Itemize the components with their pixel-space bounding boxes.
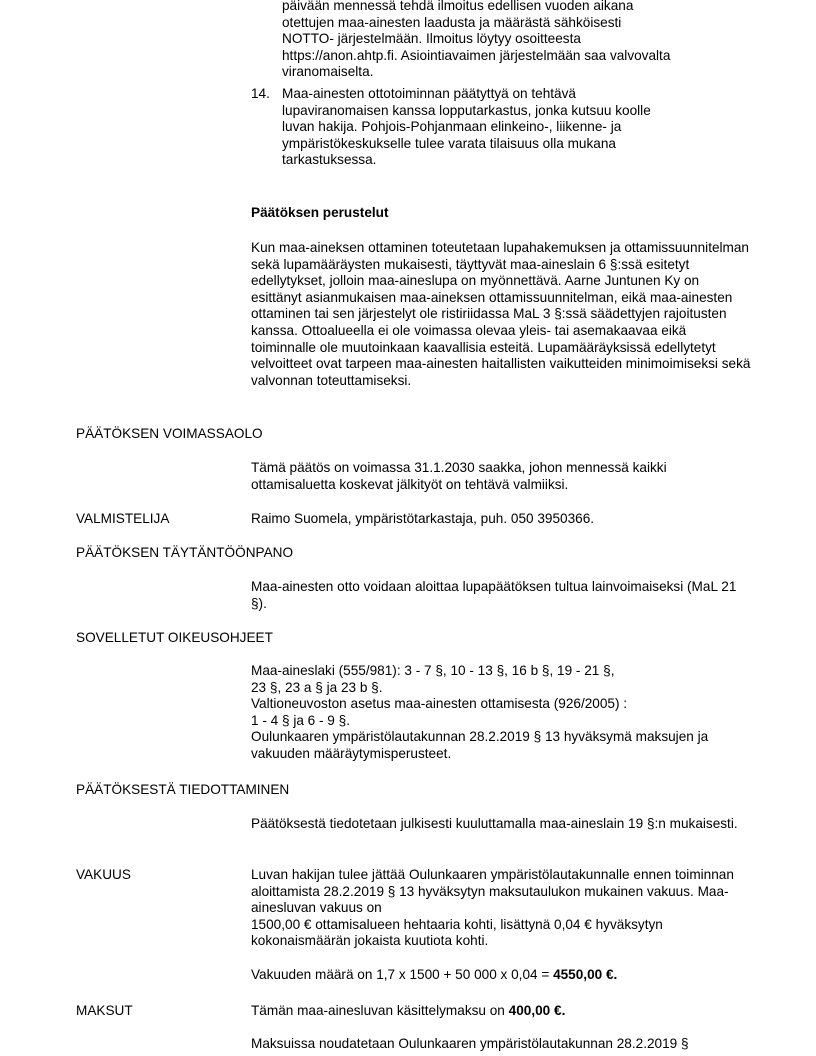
perustelut-text: Kun maa-aineksen ottaminen toteutetaan lupahakemuksen ja ottamissuunnitelman sekä lupamääräysten mukaisesti, täyttyvät maa-aineslain 6 §:ssä esitetyt edellytykset, jolloin maa-aineslupa on myönnettävä. Aarne Juntunen Ky on esittänyt asianmukaisen maa-aineksen ottamissuunnitelman, eikä maa-ainesten ottaminen tai sen järjestelyt ole ristiriidassa MaL 3 §:ssä säädettyjen rajoitusten kanssa. Ottoalueella ei ole voimassa olevaa yleis- tai asemakaavaa eikä toiminnalle ole muutoinkaan kaavallisia esteitä. Lupamääräyksissä edellytetyt velvoitteet ovat tarpeen maa-ainesten haitallisten vaikutteiden minimoimiseksi sekä valvonnan toteuttamiseksi. — [251, 240, 751, 388]
oikeusohjeet-body — [251, 663, 751, 763]
valmistelija-text: Raimo Suomela, ympäristötarkastaja, puh. 050 3950366. — [251, 511, 595, 526]
vakuus-amount-prefix: Vakuuden määrä on 1,7 x 1500 + 50 000 x 0,04 = — [251, 966, 554, 982]
valmistelija-label: VALMISTELIJA — [76, 511, 170, 526]
maksut-body — [251, 1003, 751, 1052]
vakuus-amount-value: 4550,00 €. — [553, 966, 618, 982]
oikeusohjeet-line-1: Maa-aineslaki (555/981): 3 - 7 §, 10 - 13 §, 16 b §, 19 - 21 §, — [251, 663, 615, 678]
vakuus-body — [251, 867, 751, 984]
maksut-fee-value: 400,00 €. — [508, 1003, 566, 1018]
maksut-fee — [251, 1003, 751, 1020]
maksut-label: MAKSUT — [76, 1003, 133, 1018]
perustelut-body — [251, 240, 751, 389]
section-heading-oikeusohjeet: SOVELLETUT OIKEUSOHJEET — [76, 630, 273, 645]
oikeusohjeet-line-2: 23 §, 23 a § ja 23 b §. — [251, 679, 383, 695]
list-item-text: Maa-ainesten ottotoiminnan päätyttyä on tehtävä lupaviranomaisen kanssa lopputarkastus, jonka kutsuu koolle luvan hakija. Pohjois-Pohjanmaan elinkeino-, liikenne- ja ympäristökeskukselle tulee varata tilaisuus olla mukana tarkastuksessa. — [282, 86, 651, 168]
oikeusohjeet-line-5: Oulunkaaren ympäristölautakunnan 28.2.2019 § 13 hyväksymä maksujen ja vakuuden määräytymisperusteet. — [251, 729, 709, 761]
section-heading-voimassaolo: PÄÄTÖKSEN VOIMASSAOLO — [76, 426, 263, 441]
section-heading-tiedottaminen: PÄÄTÖKSESTÄ TIEDOTTAMINEN — [76, 782, 290, 797]
list-item-number: 14. — [251, 86, 270, 101]
section-heading-taytantoonpano: PÄÄTÖKSEN TÄYTÄNTÖÖNPANO — [76, 545, 294, 560]
oikeusohjeet-line-3: Valtioneuvoston asetus maa-ainesten ottamisesta (926/2005) : — [251, 696, 628, 712]
list-item-13-continuation — [282, 0, 674, 81]
vakuus-text-1: Luvan hakijan tulee jättää Oulunkaaren ympäristölautakunnalle ennen toiminnan aloittamista 28.2.2019 § 13 hyväksytyn maksutaulukon mukainen vakuus. Maa-ainesluvan vakuus on — [251, 867, 734, 916]
taytantoonpano-body — [251, 579, 751, 612]
voimassaolo-text: Tämä päätös on voimassa 31.1.2030 saakka, johon mennessä kaikki ottamisaluetta koskevat jälkityöt on tehtävä valmiiksi. — [251, 460, 667, 492]
maksut-fee-prefix: Tämän maa-ainesluvan käsittelymaksu on — [251, 1003, 509, 1018]
voimassaolo-body — [251, 460, 751, 493]
oikeusohjeet-line-4: 1 - 4 § ja 6 - 9 §. — [251, 712, 350, 728]
vakuus-label: VAKUUS — [76, 867, 131, 882]
vakuus-amount — [251, 967, 751, 984]
maksut-text-2: Maksuissa noudatetaan Oulunkaaren ympäristölautakunnan 28.2.2019 § — [251, 1035, 689, 1051]
taytantoonpano-text: Maa-ainesten otto voidaan aloittaa lupapäätöksen tultua lainvoimaiseksi (MaL 21 §). — [251, 579, 737, 611]
tiedottaminen-text: Päätöksestä tiedotetaan julkisesti kuuluttamalla maa-aineslain 19 §:n mukaisesti. — [251, 816, 738, 831]
list-item-text: päivään mennessä tehdä ilmoitus edellisen vuoden aikana otettujen maa-ainesten laadusta ja määrästä sähköisesti NOTTO- järjestelmään. Ilmoitus löytyy osoitteesta https://anon.ahtp.fi. Asiointiavaimen järjestelmään saa valvovalta viranomaiselta. — [282, 0, 671, 80]
section-heading-perustelut — [251, 205, 751, 222]
tiedottaminen-body — [251, 816, 751, 833]
perustelut-heading: Päätöksen perustelut — [251, 205, 389, 220]
vakuus-text-2: 1500,00 € ottamisalueen hehtaaria kohti, lisättynä 0,04 € hyväksytyn kokonaismäärän jokaista kuutiota kohti. — [251, 916, 663, 949]
